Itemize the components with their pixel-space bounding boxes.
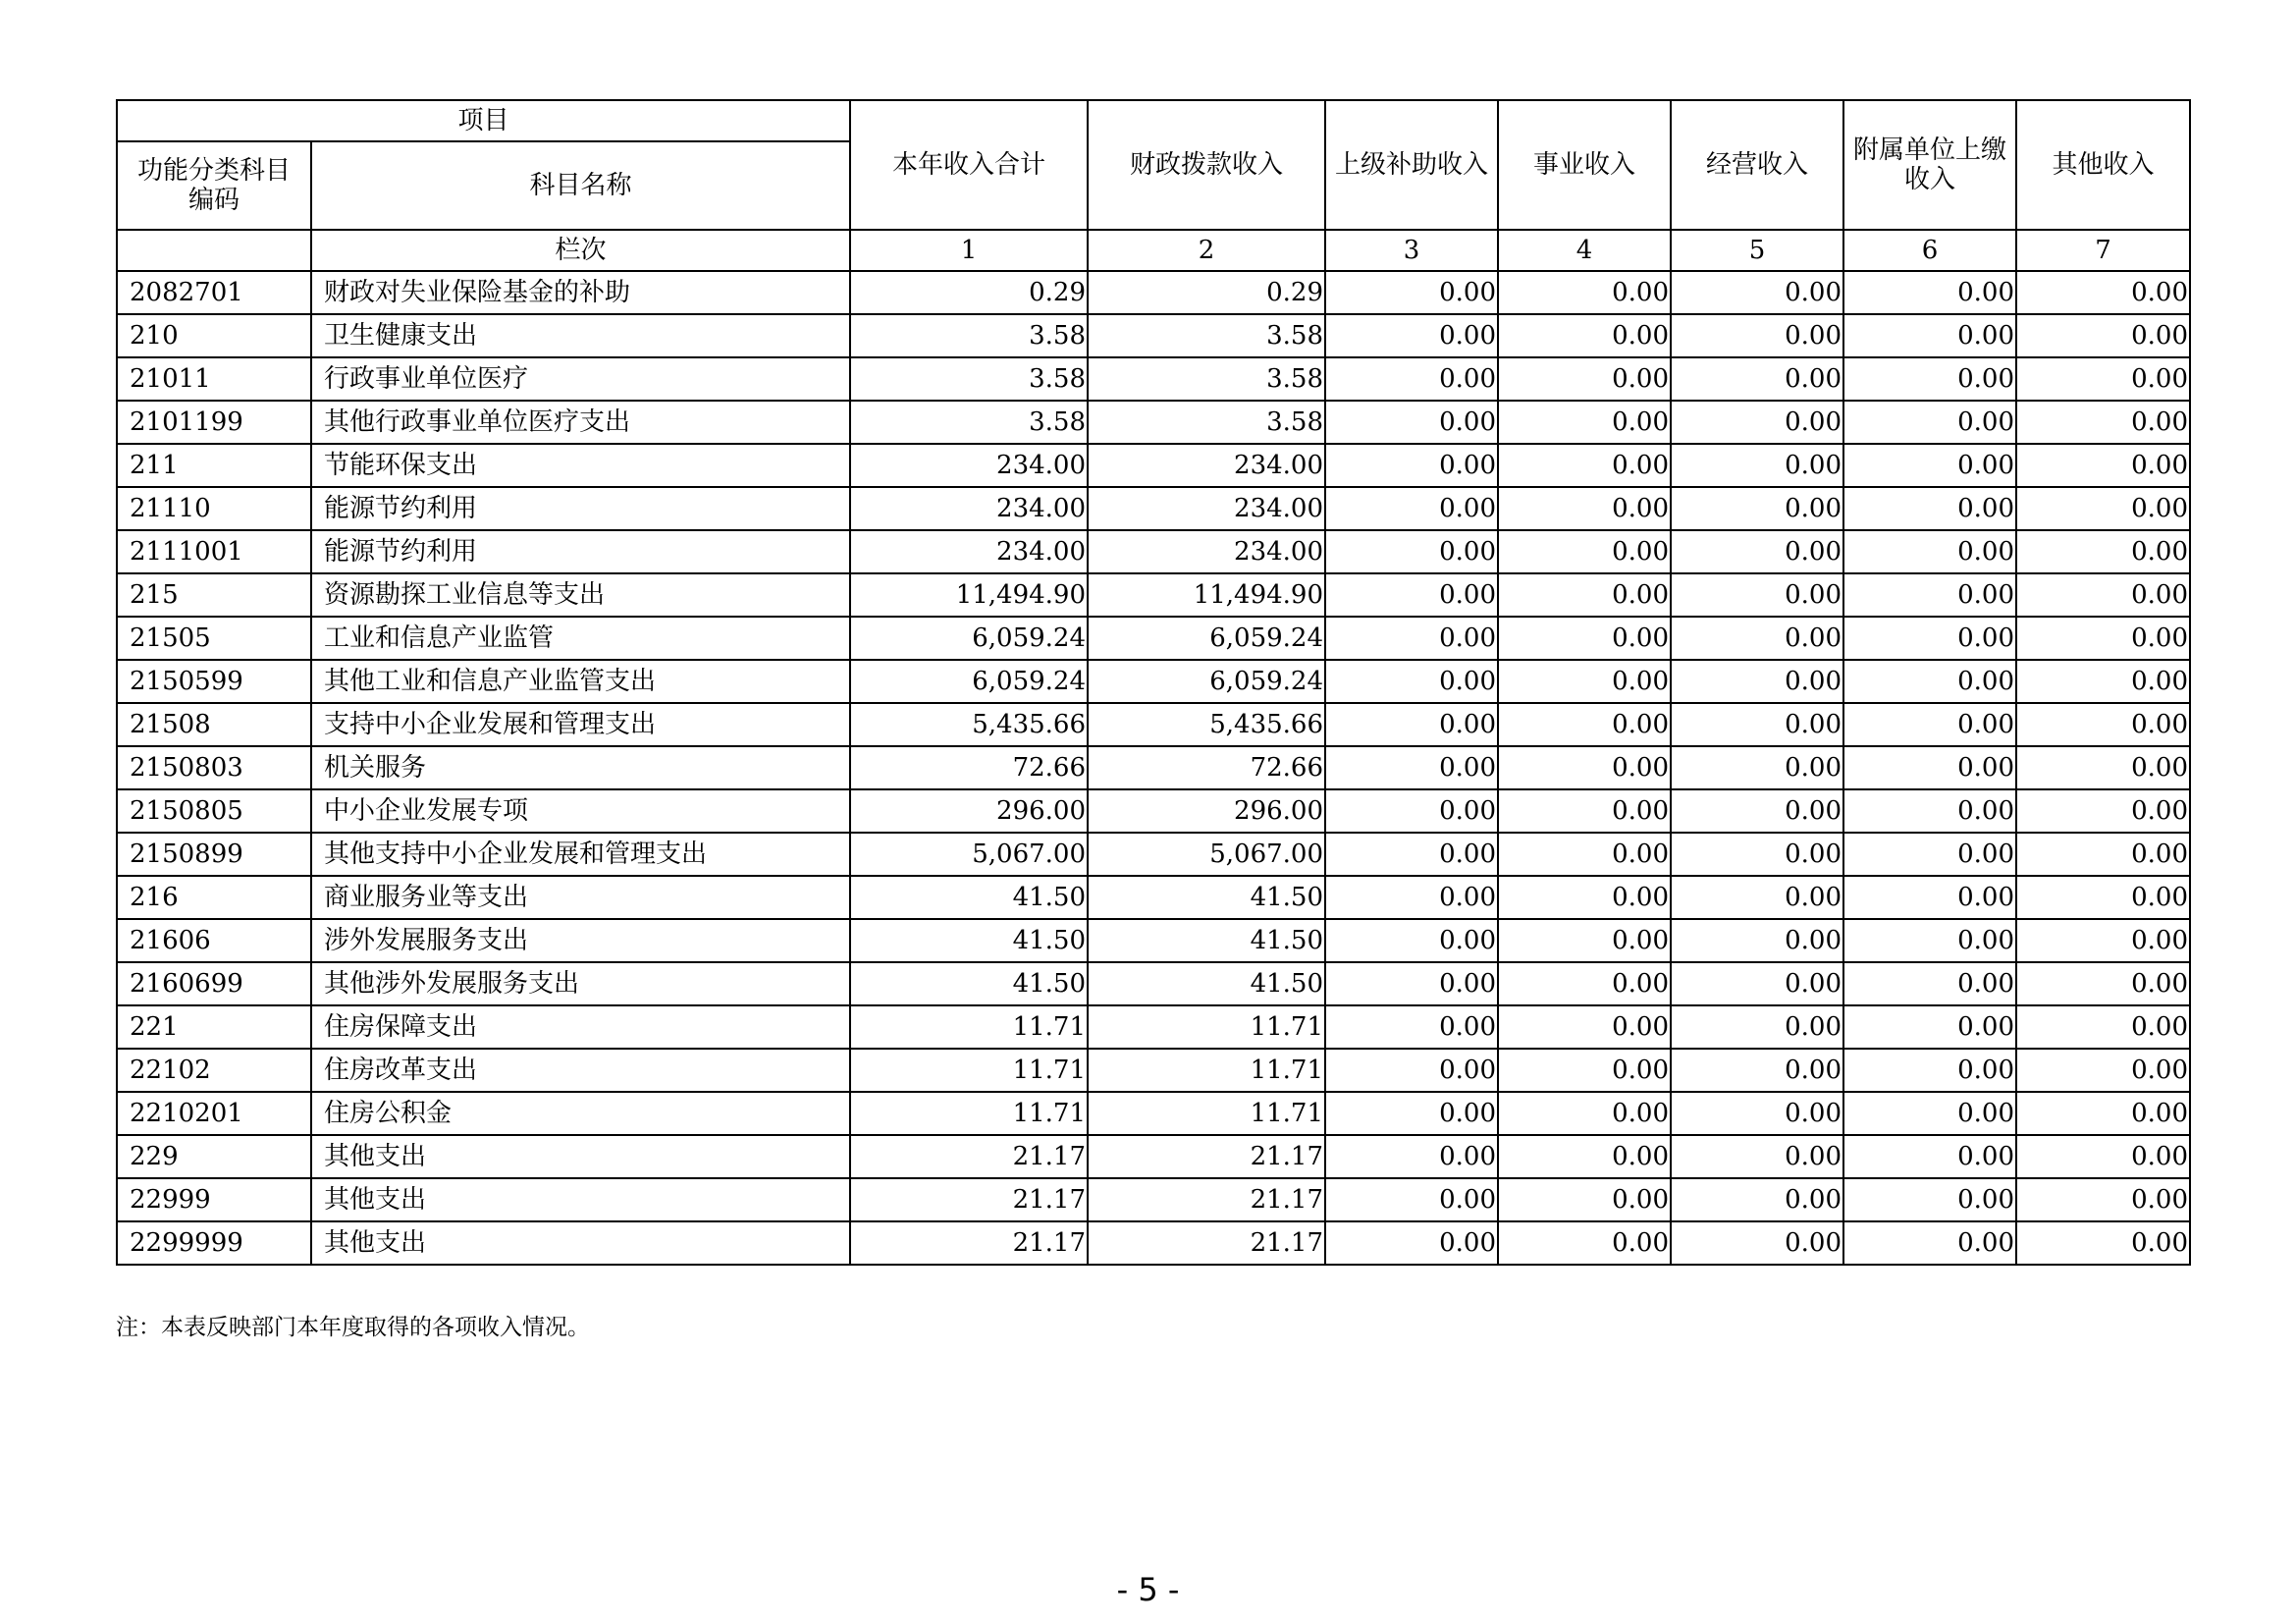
row-value-col-1: 21.17: [850, 1178, 1088, 1221]
row-value-col-1: 41.50: [850, 962, 1088, 1005]
page-number: - 5 -: [1116, 1571, 1180, 1608]
header-num-1: 1: [850, 230, 1088, 271]
row-value-col-7: 0.00: [2016, 357, 2190, 401]
row-value-col-6: 0.00: [1843, 617, 2016, 660]
row-value-col-3: 0.00: [1325, 314, 1498, 357]
row-value-col-1: 296.00: [850, 789, 1088, 833]
header-name: 科目名称: [311, 141, 850, 230]
row-value-col-5: 0.00: [1671, 876, 1843, 919]
row-name: 行政事业单位医疗: [311, 357, 850, 401]
row-code: 21505: [117, 617, 311, 660]
row-value-col-3: 0.00: [1325, 271, 1498, 314]
row-value-col-2: 234.00: [1088, 444, 1325, 487]
row-name: 住房改革支出: [311, 1049, 850, 1092]
table-row: [117, 1178, 2190, 1221]
row-name: 节能环保支出: [311, 444, 850, 487]
row-value-col-2: 234.00: [1088, 487, 1325, 530]
header-lanci-blank: [117, 230, 311, 271]
row-name: 中小企业发展专项: [311, 789, 850, 833]
table-row: [117, 660, 2190, 703]
row-value-col-6: 0.00: [1843, 746, 2016, 789]
row-value-col-4: 0.00: [1498, 573, 1671, 617]
row-name: 能源节约利用: [311, 487, 850, 530]
row-value-col-2: 6,059.24: [1088, 617, 1325, 660]
header-col-4: 事业收入: [1498, 100, 1671, 230]
row-value-col-4: 0.00: [1498, 703, 1671, 746]
row-name: 住房保障支出: [311, 1005, 850, 1049]
row-code: 2101199: [117, 401, 311, 444]
row-value-col-2: 41.50: [1088, 962, 1325, 1005]
row-value-col-4: 0.00: [1498, 833, 1671, 876]
row-value-col-1: 3.58: [850, 314, 1088, 357]
row-value-col-7: 0.00: [2016, 703, 2190, 746]
row-value-col-7: 0.00: [2016, 789, 2190, 833]
row-value-col-4: 0.00: [1498, 962, 1671, 1005]
row-value-col-6: 0.00: [1843, 1178, 2016, 1221]
row-value-col-6: 0.00: [1843, 703, 2016, 746]
table-row: [117, 789, 2190, 833]
row-value-col-5: 0.00: [1671, 1221, 1843, 1265]
table-row: [117, 1092, 2190, 1135]
row-value-col-4: 0.00: [1498, 271, 1671, 314]
row-value-col-7: 0.00: [2016, 617, 2190, 660]
header-col-2: 财政拨款收入: [1088, 100, 1325, 230]
row-value-col-3: 0.00: [1325, 1092, 1498, 1135]
row-value-col-1: 11.71: [850, 1092, 1088, 1135]
row-value-col-6: 0.00: [1843, 573, 2016, 617]
row-value-col-7: 0.00: [2016, 487, 2190, 530]
row-value-col-3: 0.00: [1325, 703, 1498, 746]
row-value-col-2: 234.00: [1088, 530, 1325, 573]
row-value-col-7: 0.00: [2016, 444, 2190, 487]
row-value-col-4: 0.00: [1498, 1005, 1671, 1049]
row-code: 229: [117, 1135, 311, 1178]
row-value-col-1: 6,059.24: [850, 617, 1088, 660]
row-code: 2082701: [117, 271, 311, 314]
row-value-col-2: 5,435.66: [1088, 703, 1325, 746]
row-value-col-2: 21.17: [1088, 1178, 1325, 1221]
row-value-col-4: 0.00: [1498, 746, 1671, 789]
header-col-5: 经营收入: [1671, 100, 1843, 230]
row-code: 22102: [117, 1049, 311, 1092]
row-value-col-1: 41.50: [850, 919, 1088, 962]
row-value-col-1: 6,059.24: [850, 660, 1088, 703]
row-value-col-2: 11.71: [1088, 1005, 1325, 1049]
header-item: 项目: [117, 100, 850, 141]
row-value-col-2: 11.71: [1088, 1092, 1325, 1135]
row-value-col-3: 0.00: [1325, 444, 1498, 487]
row-value-col-7: 0.00: [2016, 1005, 2190, 1049]
header-col-1: 本年收入合计: [850, 100, 1088, 230]
table-row: [117, 962, 2190, 1005]
row-code: 210: [117, 314, 311, 357]
row-value-col-3: 0.00: [1325, 962, 1498, 1005]
table-row: [117, 1135, 2190, 1178]
row-value-col-1: 3.58: [850, 401, 1088, 444]
row-value-col-4: 0.00: [1498, 401, 1671, 444]
row-value-col-2: 11,494.90: [1088, 573, 1325, 617]
row-value-col-4: 0.00: [1498, 919, 1671, 962]
row-value-col-3: 0.00: [1325, 1049, 1498, 1092]
row-value-col-3: 0.00: [1325, 1221, 1498, 1265]
row-value-col-2: 296.00: [1088, 789, 1325, 833]
row-value-col-4: 0.00: [1498, 1092, 1671, 1135]
row-name: 涉外发展服务支出: [311, 919, 850, 962]
row-value-col-7: 0.00: [2016, 314, 2190, 357]
row-value-col-3: 0.00: [1325, 1178, 1498, 1221]
row-value-col-1: 11,494.90: [850, 573, 1088, 617]
row-value-col-3: 0.00: [1325, 660, 1498, 703]
table-row: [117, 746, 2190, 789]
row-value-col-4: 0.00: [1498, 357, 1671, 401]
row-value-col-4: 0.00: [1498, 617, 1671, 660]
row-value-col-6: 0.00: [1843, 357, 2016, 401]
row-name: 其他行政事业单位医疗支出: [311, 401, 850, 444]
row-value-col-4: 0.00: [1498, 789, 1671, 833]
row-code: 21110: [117, 487, 311, 530]
row-code: 21011: [117, 357, 311, 401]
row-value-col-7: 0.00: [2016, 919, 2190, 962]
row-value-col-3: 0.00: [1325, 1005, 1498, 1049]
row-value-col-5: 0.00: [1671, 1092, 1843, 1135]
header-col-6: 附属单位上缴收入: [1843, 100, 2016, 230]
row-value-col-5: 0.00: [1671, 271, 1843, 314]
row-value-col-4: 0.00: [1498, 1178, 1671, 1221]
row-value-col-3: 0.00: [1325, 1135, 1498, 1178]
row-value-col-6: 0.00: [1843, 919, 2016, 962]
table-row: [117, 1049, 2190, 1092]
row-value-col-3: 0.00: [1325, 530, 1498, 573]
row-value-col-2: 3.58: [1088, 357, 1325, 401]
header-lanci: 栏次: [311, 230, 850, 271]
row-value-col-5: 0.00: [1671, 919, 1843, 962]
row-value-col-6: 0.00: [1843, 789, 2016, 833]
row-value-col-5: 0.00: [1671, 1049, 1843, 1092]
row-name: 住房公积金: [311, 1092, 850, 1135]
row-value-col-4: 0.00: [1498, 487, 1671, 530]
row-code: 216: [117, 876, 311, 919]
row-value-col-6: 0.00: [1843, 444, 2016, 487]
row-code: 21606: [117, 919, 311, 962]
row-value-col-6: 0.00: [1843, 1135, 2016, 1178]
row-value-col-4: 0.00: [1498, 660, 1671, 703]
header-code: 功能分类科目编码: [117, 141, 311, 230]
table-row: [117, 876, 2190, 919]
row-value-col-6: 0.00: [1843, 487, 2016, 530]
row-value-col-7: 0.00: [2016, 1221, 2190, 1265]
row-value-col-7: 0.00: [2016, 660, 2190, 703]
row-value-col-5: 0.00: [1671, 833, 1843, 876]
row-value-col-2: 21.17: [1088, 1135, 1325, 1178]
row-value-col-7: 0.00: [2016, 1178, 2190, 1221]
row-value-col-3: 0.00: [1325, 573, 1498, 617]
row-value-col-5: 0.00: [1671, 401, 1843, 444]
row-value-col-1: 0.29: [850, 271, 1088, 314]
row-value-col-5: 0.00: [1671, 573, 1843, 617]
row-value-col-3: 0.00: [1325, 401, 1498, 444]
row-name: 商业服务业等支出: [311, 876, 850, 919]
row-value-col-2: 5,067.00: [1088, 833, 1325, 876]
row-name: 支持中小企业发展和管理支出: [311, 703, 850, 746]
row-value-col-5: 0.00: [1671, 617, 1843, 660]
row-value-col-1: 234.00: [850, 487, 1088, 530]
row-value-col-2: 72.66: [1088, 746, 1325, 789]
row-value-col-6: 0.00: [1843, 314, 2016, 357]
row-code: 221: [117, 1005, 311, 1049]
row-value-col-5: 0.00: [1671, 1005, 1843, 1049]
row-value-col-7: 0.00: [2016, 1092, 2190, 1135]
header-num-7: 7: [2016, 230, 2190, 271]
table-row: [117, 487, 2190, 530]
row-value-col-5: 0.00: [1671, 357, 1843, 401]
row-name: 财政对失业保险基金的补助: [311, 271, 850, 314]
row-value-col-1: 3.58: [850, 357, 1088, 401]
row-code: 2150805: [117, 789, 311, 833]
row-value-col-5: 0.00: [1671, 487, 1843, 530]
row-value-col-1: 11.71: [850, 1005, 1088, 1049]
row-value-col-6: 0.00: [1843, 530, 2016, 573]
row-value-col-1: 5,435.66: [850, 703, 1088, 746]
row-value-col-6: 0.00: [1843, 1049, 2016, 1092]
row-name: 能源节约利用: [311, 530, 850, 573]
income-table: [116, 99, 2191, 1266]
row-value-col-2: 0.29: [1088, 271, 1325, 314]
table-row: [117, 530, 2190, 573]
row-code: 22999: [117, 1178, 311, 1221]
row-code: 2150803: [117, 746, 311, 789]
row-value-col-5: 0.00: [1671, 703, 1843, 746]
row-value-col-6: 0.00: [1843, 1221, 2016, 1265]
row-value-col-1: 21.17: [850, 1135, 1088, 1178]
row-value-col-4: 0.00: [1498, 1135, 1671, 1178]
row-value-col-1: 234.00: [850, 444, 1088, 487]
row-value-col-7: 0.00: [2016, 876, 2190, 919]
table-row: [117, 401, 2190, 444]
row-value-col-4: 0.00: [1498, 314, 1671, 357]
row-value-col-5: 0.00: [1671, 962, 1843, 1005]
row-value-col-1: 5,067.00: [850, 833, 1088, 876]
row-value-col-1: 41.50: [850, 876, 1088, 919]
row-value-col-2: 3.58: [1088, 401, 1325, 444]
table-row: [117, 573, 2190, 617]
table-row: [117, 271, 2190, 314]
row-value-col-4: 0.00: [1498, 1049, 1671, 1092]
row-name: 其他支持中小企业发展和管理支出: [311, 833, 850, 876]
table-row: [117, 1005, 2190, 1049]
row-value-col-2: 41.50: [1088, 876, 1325, 919]
header-num-4: 4: [1498, 230, 1671, 271]
row-value-col-2: 21.17: [1088, 1221, 1325, 1265]
row-name: 卫生健康支出: [311, 314, 850, 357]
row-value-col-5: 0.00: [1671, 746, 1843, 789]
row-value-col-6: 0.00: [1843, 271, 2016, 314]
row-value-col-7: 0.00: [2016, 962, 2190, 1005]
table-row: [117, 703, 2190, 746]
row-code: 2210201: [117, 1092, 311, 1135]
table-row: [117, 357, 2190, 401]
row-name: 资源勘探工业信息等支出: [311, 573, 850, 617]
table-note: 注：本表反映部门本年度取得的各项收入情况。: [116, 1315, 590, 1340]
row-code: 21508: [117, 703, 311, 746]
row-name: 工业和信息产业监管: [311, 617, 850, 660]
row-code: 2299999: [117, 1221, 311, 1265]
row-value-col-7: 0.00: [2016, 833, 2190, 876]
row-code: 2150899: [117, 833, 311, 876]
row-value-col-3: 0.00: [1325, 789, 1498, 833]
row-value-col-2: 6,059.24: [1088, 660, 1325, 703]
row-code: 215: [117, 573, 311, 617]
row-name: 机关服务: [311, 746, 850, 789]
row-value-col-5: 0.00: [1671, 1178, 1843, 1221]
table-row: [117, 617, 2190, 660]
row-value-col-4: 0.00: [1498, 876, 1671, 919]
row-value-col-5: 0.00: [1671, 789, 1843, 833]
row-value-col-5: 0.00: [1671, 314, 1843, 357]
row-code: 2111001: [117, 530, 311, 573]
row-value-col-7: 0.00: [2016, 530, 2190, 573]
row-value-col-7: 0.00: [2016, 746, 2190, 789]
header-col-7: 其他收入: [2016, 100, 2190, 230]
row-value-col-6: 0.00: [1843, 660, 2016, 703]
row-value-col-5: 0.00: [1671, 660, 1843, 703]
row-name: 其他支出: [311, 1221, 850, 1265]
table-row: [117, 314, 2190, 357]
header-col-3: 上级补助收入: [1325, 100, 1498, 230]
row-name: 其他工业和信息产业监管支出: [311, 660, 850, 703]
row-value-col-7: 0.00: [2016, 573, 2190, 617]
row-name: 其他支出: [311, 1135, 850, 1178]
row-value-col-2: 41.50: [1088, 919, 1325, 962]
row-value-col-2: 3.58: [1088, 314, 1325, 357]
row-value-col-3: 0.00: [1325, 833, 1498, 876]
row-value-col-6: 0.00: [1843, 876, 2016, 919]
row-value-col-4: 0.00: [1498, 530, 1671, 573]
row-name: 其他支出: [311, 1178, 850, 1221]
header-num-6: 6: [1843, 230, 2016, 271]
row-value-col-5: 0.00: [1671, 530, 1843, 573]
row-value-col-3: 0.00: [1325, 617, 1498, 660]
row-value-col-1: 21.17: [850, 1221, 1088, 1265]
row-value-col-2: 11.71: [1088, 1049, 1325, 1092]
header-num-3: 3: [1325, 230, 1498, 271]
row-value-col-6: 0.00: [1843, 1005, 2016, 1049]
row-code: 2150599: [117, 660, 311, 703]
row-value-col-7: 0.00: [2016, 401, 2190, 444]
row-value-col-5: 0.00: [1671, 1135, 1843, 1178]
row-value-col-6: 0.00: [1843, 833, 2016, 876]
header-num-5: 5: [1671, 230, 1843, 271]
row-value-col-6: 0.00: [1843, 401, 2016, 444]
row-value-col-3: 0.00: [1325, 746, 1498, 789]
row-value-col-3: 0.00: [1325, 357, 1498, 401]
row-code: 2160699: [117, 962, 311, 1005]
row-value-col-4: 0.00: [1498, 444, 1671, 487]
table-row: [117, 444, 2190, 487]
row-value-col-3: 0.00: [1325, 487, 1498, 530]
row-value-col-3: 0.00: [1325, 876, 1498, 919]
row-value-col-1: 11.71: [850, 1049, 1088, 1092]
row-value-col-7: 0.00: [2016, 1135, 2190, 1178]
table-row: [117, 1221, 2190, 1265]
row-value-col-4: 0.00: [1498, 1221, 1671, 1265]
row-value-col-7: 0.00: [2016, 1049, 2190, 1092]
table-row: [117, 919, 2190, 962]
row-value-col-1: 234.00: [850, 530, 1088, 573]
row-value-col-6: 0.00: [1843, 1092, 2016, 1135]
row-name: 其他涉外发展服务支出: [311, 962, 850, 1005]
row-value-col-3: 0.00: [1325, 919, 1498, 962]
table-row: [117, 833, 2190, 876]
row-value-col-5: 0.00: [1671, 444, 1843, 487]
row-code: 211: [117, 444, 311, 487]
row-value-col-1: 72.66: [850, 746, 1088, 789]
row-value-col-7: 0.00: [2016, 271, 2190, 314]
row-value-col-6: 0.00: [1843, 962, 2016, 1005]
header-num-2: 2: [1088, 230, 1325, 271]
